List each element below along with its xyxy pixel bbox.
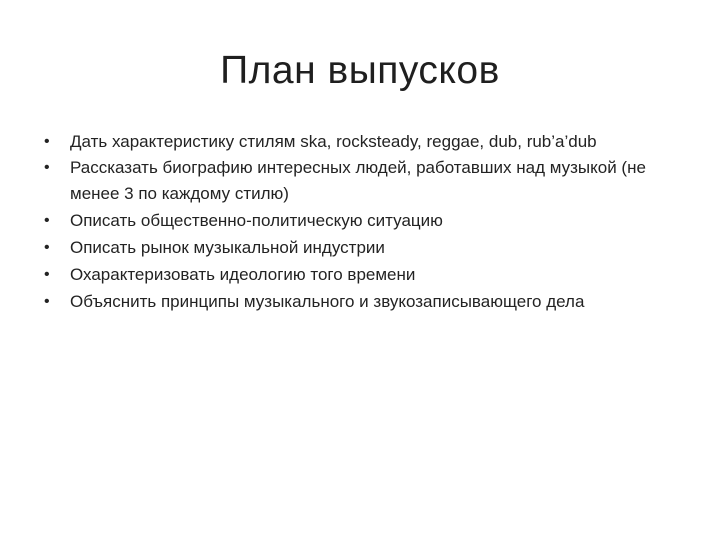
bullet-text: Охарактеризовать идеологию того времени bbox=[70, 265, 416, 284]
bullet-icon: • bbox=[44, 266, 50, 283]
bullet-icon: • bbox=[44, 239, 50, 256]
slide-title: План выпусков bbox=[220, 49, 500, 92]
bullet-item bbox=[44, 261, 684, 288]
bullet-text: Объяснить принципы музыкального и звукозаписывающего дела bbox=[70, 292, 585, 311]
bullet-item bbox=[44, 207, 684, 234]
bullet-icon: • bbox=[44, 293, 50, 310]
bullet-icon: • bbox=[44, 133, 50, 150]
bullet-item bbox=[44, 128, 684, 155]
bullet-item bbox=[44, 155, 684, 207]
bullet-text: Описать общественно-политическую ситуацию bbox=[70, 211, 443, 230]
bullet-icon: • bbox=[44, 212, 50, 229]
bullet-item bbox=[44, 234, 684, 261]
bullet-text: Рассказать биографию интересных людей, работавших над музыкой (не менее 3 по каждому стилю) bbox=[70, 158, 646, 203]
bullet-text: Дать характеристику стилям ska, rocksteady, reggae, dub, rub’a’dub bbox=[70, 132, 597, 151]
bullet-item bbox=[44, 288, 684, 315]
bullet-icon: • bbox=[44, 159, 50, 176]
bullet-list bbox=[44, 128, 684, 315]
bullet-text: Описать рынок музыкальной индустрии bbox=[70, 238, 385, 257]
